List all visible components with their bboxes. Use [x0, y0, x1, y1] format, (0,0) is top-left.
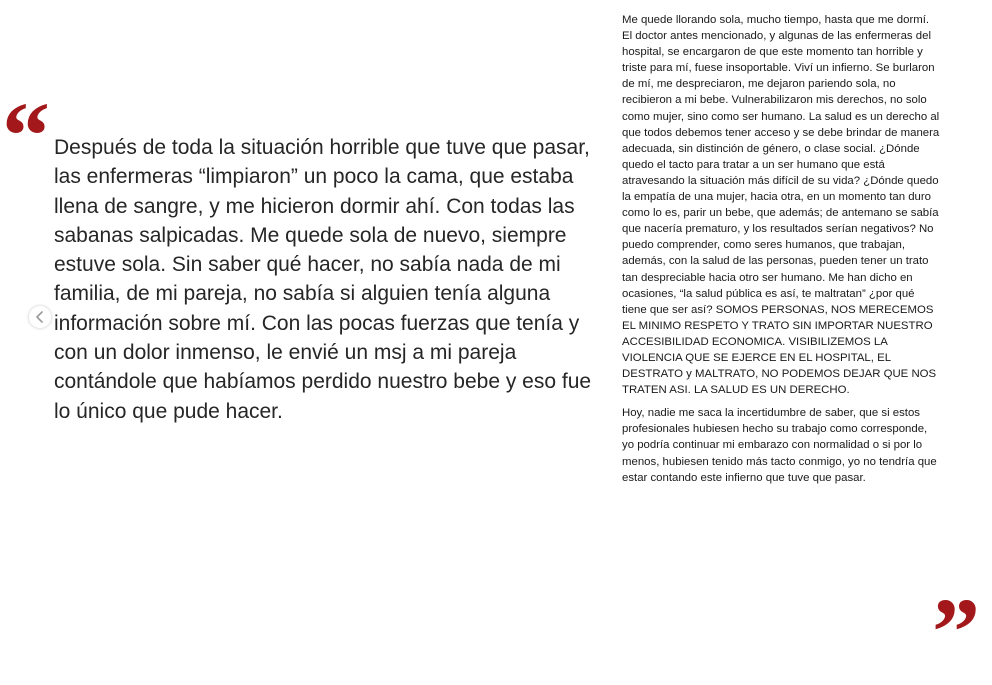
- testimony-quote: Después de toda la situación horrible que tuve que pasar, las enfermeras “limpiaron” un poco la cama, que estaba llena de sangre, y me hicieron dormir ahí. Con todas las sabanas salpicadas. Me quede sola de nuevo, siempre estuve sola. Sin saber qué hacer, no sabía nada de mi familia, de mi pareja, no sabía si alguien tenía alguna información sobre mí. Con las pocas fuerzas que tenía y con un dolor inmenso, le envié un msj a mi pareja contándole que habíamos perdido nuestro bebe y eso fue lo único que pude hacer.: [54, 136, 592, 423]
- carousel-prev-button[interactable]: [29, 306, 51, 328]
- close-quote-mark: ”: [932, 578, 974, 685]
- testimony-body: [622, 12, 940, 493]
- open-quote-mark: “: [2, 82, 44, 189]
- testimony-paragraph-1: Me quede llorando sola, mucho tiempo, hasta que me dormí. El doctor antes mencionado, y algunas de las enfermeras del hospital, se encargaron de que este momento tan horrible y triste para mí, fuese insoportable. Viví un infierno. Se burlaron de mí, me despreciaron, me dejaron pariendo sola, no recibieron a mi bebe. Vulnerabilizaron mis derechos, no solo como mujer, sino como ser humano. La salud es un derecho al que todos debemos tener acceso y se debe brindar de manera adecuada, sin distinción de género, o clase social. ¿Dónde quedo el tacto para tratar a un ser humano que está atravesando la situación más difícil de su vida? ¿Dónde quedo la empatía de una mujer, hacia otra, en un momento tan duro como lo es, parir un bebe, que además; de antemano se sabía que nacería prematuro, y los resultados serían negativos? No puedo comprender, como seres humanos, que trabajan, además, con la salud de las personas, pueden tener un trato tan despreciable hacia otro ser humano. Me han dicho en ocasiones, “la salud pública es así, te maltratan” ¿por qué tiene que ser así? SOMOS PERSONAS, NOS MERECEMOS EL MINIMO RESPETO Y TRATO SIN IMPORTAR NUESTRO ACCESIBILIDAD ECONOMICA. VISIBILIZEMOS LA VIOLENCIA QUE SE EJERCE EN EL HOSPITAL, EL DESTRATO y MALTRATO, NO PODEMOS DEJAR QUE NOS TRATEN ASI. LA SALUD ES UN DERECHO.: [622, 14, 940, 397]
- testimony-paragraph-2: Hoy, nadie me saca la incertidumbre de saber, que si estos profesionales hubiesen hecho su trabajo como corresponde, yo podría continuar mi embarazo con normalidad o si por lo menos, hubiesen tenido más tacto conmigo, yo no tendría que estar contando este infierno que tuve que pasar.: [622, 407, 937, 484]
- chevron-left-icon: [35, 311, 45, 323]
